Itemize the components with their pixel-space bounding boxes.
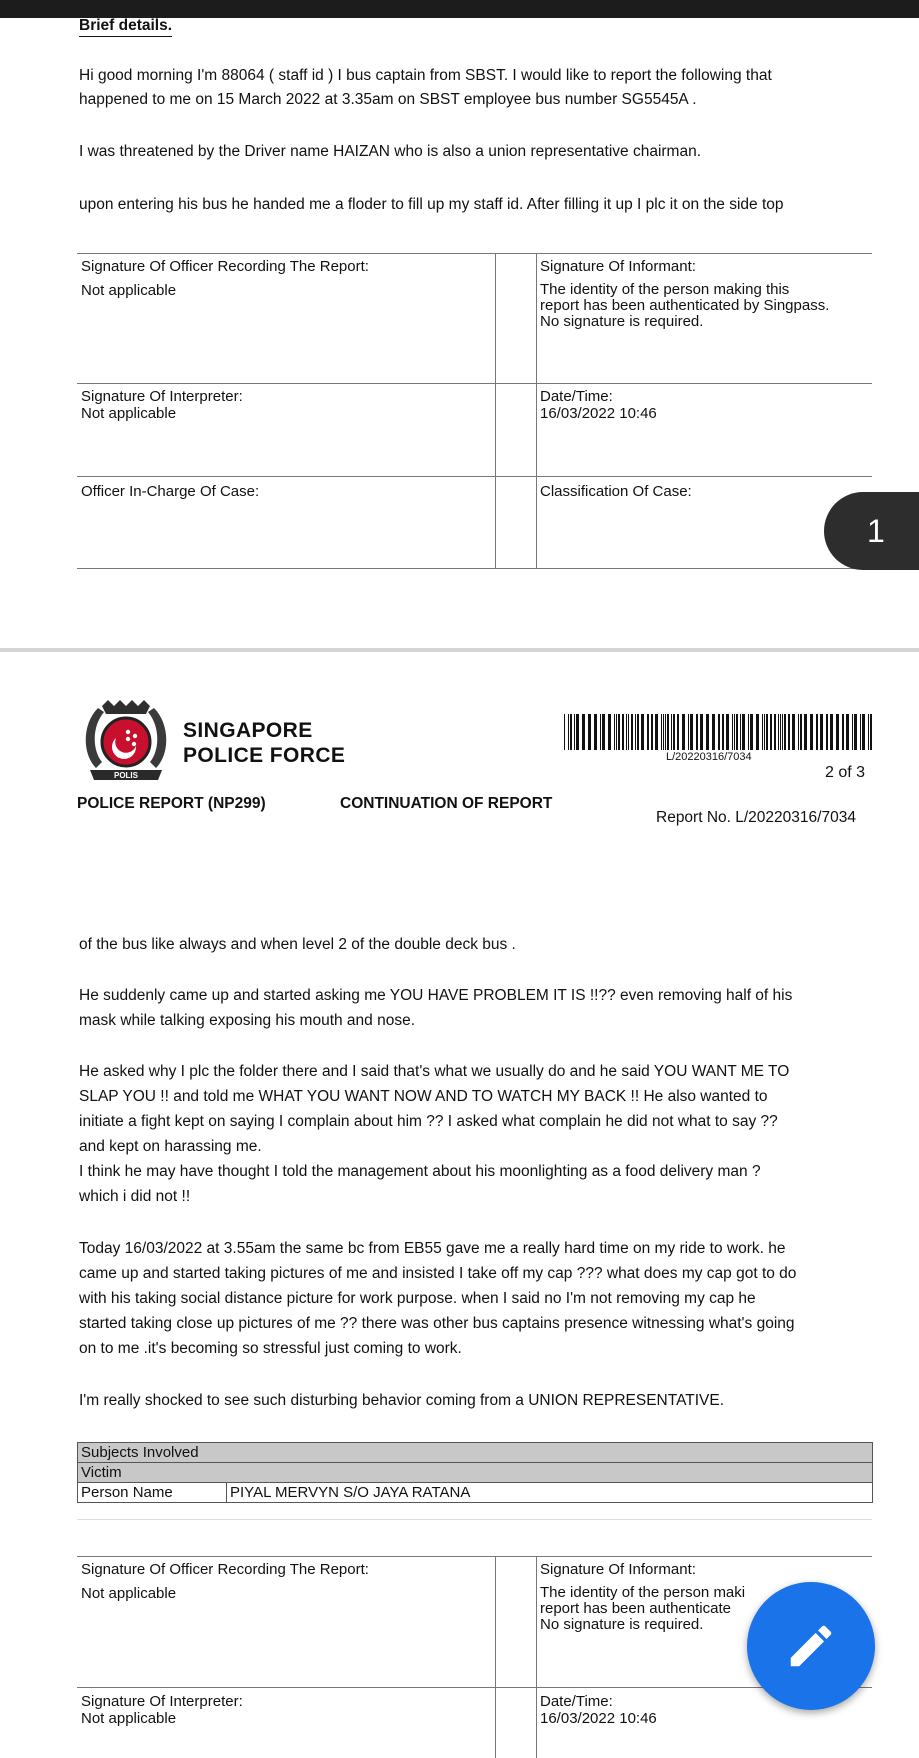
barcode-bar	[667, 714, 669, 750]
barcode-bar	[722, 714, 724, 750]
barcode-bar	[774, 714, 776, 750]
table-rule	[77, 383, 872, 384]
barcode-bar	[718, 714, 720, 750]
report-line: and kept on harassing me.	[79, 1138, 262, 1155]
report-line: on to me .it's becoming so stressful just coming to work.	[79, 1340, 462, 1357]
barcode-bar	[635, 714, 636, 750]
pencil-icon	[784, 1619, 838, 1673]
report-line: He asked why I plc the folder there and I said that's what we usually do and he said YOU WANT ME TO	[79, 1063, 790, 1080]
barcode-bar	[868, 714, 869, 750]
officer-in-charge-label: Officer In-Charge Of Case:	[81, 483, 260, 500]
barcode-caption: L/20220316/7034	[666, 751, 752, 763]
edit-fab-button[interactable]	[747, 1582, 875, 1710]
barcode-bar	[682, 714, 685, 750]
report-line: SLAP YOU !! and told me WHAT YOU WANT NOW AND TO WATCH MY BACK !! He also wanted to	[79, 1088, 768, 1105]
officer-signature-label: Signature Of Officer Recording The Report:	[81, 1561, 369, 1578]
paragraph-line: upon entering his bus he handed me a floder to fill up my staff id. After filling it up I plc it on the side top	[79, 196, 784, 213]
report-line: with his taking social distance picture for work purpose. when I said no I'm not removing my cap he	[79, 1290, 756, 1307]
report-line: came up and started taking pictures of me and insisted I take off my cap ??? what does my cap got to do	[79, 1265, 797, 1282]
informant-note-line: No signature is required.	[540, 313, 704, 330]
barcode-bar	[798, 714, 799, 750]
informant-note-line: report has been authenticate	[540, 1600, 731, 1617]
barcode-bar	[810, 714, 813, 750]
barcode-bar	[712, 714, 715, 750]
barcode-bar	[836, 714, 839, 750]
barcode-bar	[732, 714, 733, 750]
table-rule	[77, 476, 872, 477]
brand-line-1: SINGAPORE	[183, 719, 313, 742]
barcode-bar	[594, 714, 597, 750]
barcode-bar	[568, 714, 569, 750]
barcode-bar	[663, 714, 664, 750]
report-line: initiate a fight kept on saying I complain about him ?? I asked what complain he did not what to say ??	[79, 1113, 778, 1130]
barcode-bar	[690, 714, 693, 750]
datetime-label: Date/Time:	[540, 388, 613, 405]
person-name-label: Person Name	[78, 1483, 227, 1503]
table-rule	[77, 568, 872, 569]
informant-note-line: The identity of the person maki	[540, 1584, 746, 1601]
report-line: I'm really shocked to see such disturbing behavior coming from a UNION REPRESENTATIVE.	[79, 1392, 725, 1409]
report-line: mask while talking exposing his mouth and nose.	[79, 1012, 416, 1029]
barcode-bar	[792, 714, 795, 750]
barcode-bar	[626, 714, 627, 750]
police-crest-icon	[78, 698, 174, 782]
barcode-bar	[582, 714, 585, 750]
barcode-bar	[734, 714, 735, 750]
barcode-bar	[846, 714, 849, 750]
barcode-bar	[622, 714, 624, 750]
barcode-bar	[778, 714, 779, 750]
person-name-value: PIYAL MERVYN S/O JAYA RATANA	[227, 1483, 873, 1503]
barcode-bar	[647, 714, 649, 750]
barcode-bar	[742, 714, 745, 750]
barcode-bar	[564, 714, 565, 750]
barcode-bar	[600, 714, 601, 750]
table-row	[78, 1483, 873, 1503]
informant-signature-label: Signature Of Informant:	[540, 1561, 696, 1578]
barcode-bar	[618, 714, 620, 750]
interpreter-signature-label: Signature Of Interpreter:	[81, 1693, 243, 1710]
classification-label: Classification Of Case:	[540, 483, 692, 500]
informant-note-line: report has been authenticated by Singpass.	[540, 297, 830, 314]
barcode-bar	[602, 714, 605, 750]
barcode-bar	[756, 714, 759, 750]
barcode-bar	[673, 714, 675, 750]
table-rule	[77, 1687, 872, 1688]
barcode-bar	[637, 714, 639, 750]
barcode-bar	[830, 714, 833, 750]
interpreter-signature-label: Signature Of Interpreter:	[81, 388, 243, 405]
datetime-label: Date/Time:	[540, 1693, 613, 1710]
barcode-bar	[671, 714, 672, 750]
continuation-title: CONTINUATION OF REPORT	[340, 795, 553, 812]
table-rule	[77, 253, 872, 254]
report-line: of the bus like always and when level 2 of the double deck bus .	[79, 936, 516, 953]
barcode-bar	[641, 714, 644, 750]
barcode-bar	[696, 714, 698, 750]
barcode-bar	[574, 714, 575, 750]
datetime-value: 16/03/2022 10:46	[540, 1710, 657, 1727]
officer-signature-value: Not applicable	[81, 282, 177, 299]
barcode-bar	[750, 714, 753, 750]
subjects-header: Subjects Involved	[78, 1443, 873, 1463]
barcode-bar	[770, 714, 772, 750]
barcode-bar	[570, 714, 572, 750]
barcode-bar	[842, 714, 844, 750]
barcode-bar	[826, 714, 828, 750]
barcode-bar	[804, 714, 807, 750]
interpreter-signature-value: Not applicable	[81, 405, 177, 422]
table-row	[78, 1443, 873, 1463]
page-divider	[0, 648, 919, 652]
barcode-bar	[800, 714, 802, 750]
officer-signature-value: Not applicable	[81, 1585, 177, 1602]
crest-banner-text: POLIS	[113, 771, 139, 780]
informant-note-line: No signature is required.	[540, 1616, 704, 1633]
barcode-bar	[661, 714, 662, 750]
top-status-bar	[0, 0, 919, 18]
barcode-bar	[860, 714, 861, 750]
barcode-bar	[588, 714, 591, 750]
barcode-bar	[766, 714, 768, 750]
barcode-bar	[651, 714, 653, 750]
table-rule	[495, 253, 496, 568]
report-line: which i did not !!	[79, 1188, 191, 1205]
barcode-bar	[748, 714, 749, 750]
barcode-bar	[726, 714, 729, 750]
barcode-bar	[736, 714, 738, 750]
subjects-table	[77, 1442, 873, 1503]
page-of-count: 2 of 3	[825, 764, 866, 781]
barcode-bar	[677, 714, 679, 750]
officer-signature-label: Signature Of Officer Recording The Report:	[81, 258, 369, 275]
report-line: I think he may have thought I told the management about his moonlighting as a food delivery man ?	[79, 1163, 761, 1180]
datetime-value: 16/03/2022 10:46	[540, 405, 657, 422]
barcode-bar	[608, 714, 611, 750]
report-number: Report No. L/20220316/7034	[656, 809, 856, 826]
report-line: Today 16/03/2022 at 3.55am the same bc from EB55 gave me a really hard time on my ride to work. he	[79, 1240, 786, 1257]
informant-signature-label: Signature Of Informant:	[540, 258, 696, 275]
barcode-bar	[870, 714, 872, 750]
barcode-bar	[740, 714, 741, 750]
barcode-bar	[816, 714, 818, 750]
barcode-bar	[820, 714, 823, 750]
barcode-bar	[762, 714, 763, 750]
barcode-bar	[862, 714, 865, 750]
barcode-bar	[782, 714, 783, 750]
barcode-bar	[688, 714, 689, 750]
barcode-bar	[764, 714, 765, 750]
barcode-bar	[628, 714, 629, 750]
table-row	[78, 1463, 873, 1483]
brief-details-heading: Brief details.	[79, 17, 172, 37]
interpreter-signature-value: Not applicable	[81, 1710, 177, 1727]
brand-line-2: POLICE FORCE	[183, 744, 346, 767]
paragraph-line: I was threatened by the Driver name HAIZAN who is also a union representative chairman.	[79, 143, 702, 160]
barcode	[564, 714, 874, 750]
barcode-bar	[780, 714, 781, 750]
barcode-bar	[854, 714, 857, 750]
table-rule	[77, 1556, 872, 1557]
section-rule	[77, 1519, 872, 1520]
table-rule	[536, 253, 537, 568]
barcode-bar	[788, 714, 790, 750]
barcode-bar	[852, 714, 853, 750]
barcode-bar	[616, 714, 617, 750]
paragraph-line: Hi good morning I'm 88064 ( staff id ) I bus captain from SBST. I would like to report the following that	[79, 67, 772, 84]
barcode-bar	[784, 714, 786, 750]
barcode-bar	[631, 714, 633, 750]
table-rule	[536, 1556, 537, 1758]
report-line: started taking close up pictures of me ?? there was other bus captains presence witnessing what's going	[79, 1315, 795, 1332]
barcode-bar	[576, 714, 579, 750]
barcode-bar	[706, 714, 709, 750]
barcode-bar	[700, 714, 703, 750]
table-rule	[495, 1556, 496, 1758]
report-line: He suddenly came up and started asking me YOU HAVE PROBLEM IT IS !!?? even removing half of his	[79, 987, 793, 1004]
informant-note-line: The identity of the person making this	[540, 281, 790, 298]
barcode-bar	[655, 714, 658, 750]
barcode-bar	[665, 714, 666, 750]
paragraph-line: happened to me on 15 March 2022 at 3.35am on SBST employee bus number SG5545A .	[79, 91, 697, 108]
barcode-bar	[614, 714, 615, 750]
page-number-indicator: 1	[824, 492, 919, 570]
subjects-role: Victim	[78, 1463, 873, 1483]
report-title: POLICE REPORT (NP299)	[77, 795, 266, 812]
